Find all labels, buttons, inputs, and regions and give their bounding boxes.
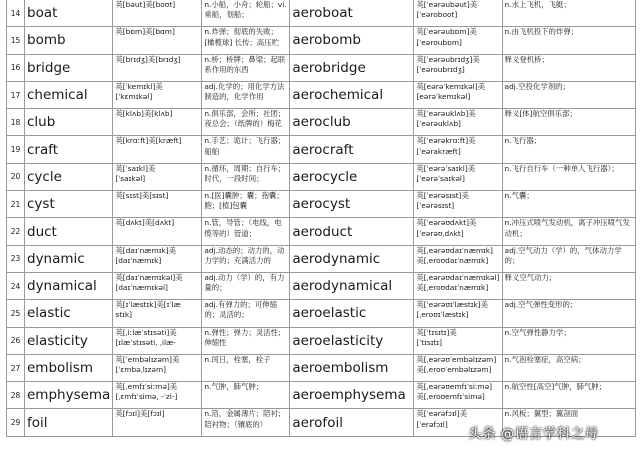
aero-definition: adj.空气动力（学）的，气体动力学的； (502, 245, 635, 272)
phonetic-line: [daɪˈnæmɪkəl] (115, 283, 168, 293)
aero-definition: n.风板；翼型；翼剖面 (502, 409, 635, 436)
aero-definition: 释义登机桥； (502, 54, 635, 81)
phonetic-line: [ˈeəroboot] (416, 10, 458, 20)
phonetic-line: [ˈkɛmɪkəl] (115, 92, 153, 102)
table-row (7, 109, 636, 136)
phonetic-line: [ˈeəroubɒm] (416, 37, 462, 47)
aero-phonetic (414, 245, 502, 272)
word: boat (25, 0, 113, 27)
aero-phonetic (414, 272, 502, 299)
word: dynamic (25, 245, 113, 272)
aero-word: aeroduct (290, 218, 414, 245)
aero-phonetic (414, 218, 502, 245)
row-number: 23 (7, 245, 25, 272)
phonetic-line: 英[bɒm]美[bɑm] (115, 27, 175, 37)
table-row (7, 27, 636, 54)
aero-definition: n.气泡栓塞症，高空病； (502, 354, 635, 381)
word: craft (25, 136, 113, 163)
aero-word: aerobridge (290, 54, 414, 81)
phonetic-line: 英[ˈsaɪkl]美 (115, 163, 156, 173)
phonetic-line: [ˈeərəuklʌb] (416, 119, 461, 129)
phonetic-line: 英[eərəˈkemɪkəl]美 (416, 81, 485, 91)
aero-word: aerodynamical (290, 272, 414, 299)
phonetic-line: 英[ˌeərəʊemfɪˈsiːmə] (416, 382, 493, 392)
row-number: 27 (7, 354, 25, 381)
table-row (7, 0, 636, 27)
aero-definition: n.飞行自行车（一种单人飞行器）； (502, 163, 635, 190)
word-definition: n.炸弹；彻底的失败；[橄榄球] 长传；高压贮 (202, 27, 290, 54)
aero-phonetic (414, 109, 502, 136)
row-number: 20 (7, 163, 25, 190)
phonetic-line: 英[ˈembəlɪzəm]美 (115, 354, 180, 364)
row-number: 28 (7, 382, 25, 409)
word-phonetic (113, 54, 202, 81)
word-phonetic (113, 27, 202, 54)
word-phonetic (113, 354, 202, 381)
aero-phonetic (414, 382, 502, 409)
phonetic-line: 英[ˌeərəʊdaɪˈnæmɪk] (416, 245, 493, 255)
phonetic-line: 英[ɪˈlæstɪk]美[ɪˈlæ (115, 300, 181, 310)
row-number: 25 (7, 300, 25, 327)
phonetic-line: [ˈeərəʊˌdʌkt] (416, 228, 464, 238)
word-definition: n.[医]囊肿；囊；孢囊；胞；[植]包囊 (202, 191, 290, 218)
word: bridge (25, 54, 113, 81)
table-row (7, 81, 636, 108)
row-number: 17 (7, 81, 25, 108)
phonetic-line: 英[klʌb]美[klʌb] (115, 109, 173, 119)
phonetic-line: [ˈeəroubrɪdʒ] (416, 64, 465, 74)
row-number: 15 (7, 27, 25, 54)
aero-phonetic (414, 327, 502, 354)
phonetic-line: 美[ˌeroʊdaɪˈnæmɪk] (416, 283, 489, 293)
aero-definition: n.气囊； (502, 191, 635, 218)
word: cyst (25, 191, 113, 218)
table-row (7, 354, 636, 381)
word: foil (25, 409, 113, 436)
word-definition: adj.化学的；用化学方法制造的，化学作用 (202, 81, 290, 108)
aero-definition: n.水上飞机，飞艇； (502, 0, 635, 27)
aero-definition: n.航空性[高空]气肿，肺气肿； (502, 382, 635, 409)
phonetic-line: [ˈeərəˈsaɪkəl] (416, 173, 465, 183)
phonetic-line: 英[ˈeərəubəut]美 (416, 0, 478, 9)
table-row (7, 136, 636, 163)
word-phonetic (113, 327, 202, 354)
phonetic-line: 英[ˈeərəubrɪdʒ]美 (416, 54, 480, 64)
phonetic-line: 英[ˈeərəfɔɪl]美 (416, 409, 468, 419)
phonetic-line: [ˈtɪsɪtɪ] (416, 337, 443, 347)
word-phonetic (113, 382, 202, 409)
word-definition: n.弹性；弹力；灵活性；伸缩性 (202, 327, 290, 354)
row-number: 26 (7, 327, 25, 354)
aero-definition: n.飞行器； (502, 136, 635, 163)
phonetic-line: 英[ˌeərəʊdaɪˈnæmɪkəl] (416, 272, 500, 282)
aero-word: aerochemical (290, 81, 414, 108)
table-row (7, 163, 636, 190)
aero-word: aeroelastic (290, 300, 414, 327)
table-row (7, 300, 636, 327)
word-definition: adj.动力（学）的，有力量的； (202, 272, 290, 299)
phonetic-line: 英[ˌeərəʊˈembəlɪzəm] (416, 354, 497, 364)
phonetic-line: 美[ˌeroʊdaɪˈnæmɪk] (416, 255, 489, 265)
word: club (25, 109, 113, 136)
aero-phonetic (414, 54, 502, 81)
vocabulary-table-body (7, 0, 636, 436)
table-row (7, 54, 636, 81)
aero-word: aerocycle (290, 163, 414, 190)
phonetic-line: 英[ˈeərəuklʌb]美 (416, 109, 476, 119)
phonetic-line: 英[daɪˈnæmɪk]美 (115, 245, 177, 255)
word-definition: n.桥；桥牌；鼻梁；起联系作用的东西 (202, 54, 290, 81)
word-phonetic (113, 136, 202, 163)
word-definition: adj.有弹力的；可伸缩的；灵活的； (202, 300, 290, 327)
phonetic-line: stɪk] (115, 310, 133, 320)
word-definition: n.气肿，肺气肿； (202, 382, 290, 409)
row-number: 21 (7, 191, 25, 218)
phonetic-line: 英[fɔɪl]美[fɔɪl] (115, 409, 165, 419)
word-phonetic (113, 163, 202, 190)
phonetic-line: [ˈeərəsɪst] (416, 201, 455, 211)
phonetic-line: [ˌeroʊɪˈlæstɪk] (416, 310, 469, 320)
word-phonetic (113, 300, 202, 327)
phonetic-line: 英[ˈeərəʊdʌkt]美 (416, 218, 477, 228)
word: bomb (25, 27, 113, 54)
phonetic-line: [eərəˈkemɪkəl] (416, 92, 471, 102)
aero-phonetic (414, 354, 502, 381)
aero-definition: n.冲压式喷气发动机，离子冲压喷气发动机； (502, 218, 635, 245)
phonetic-line: [daɪˈnæmɪk] (115, 255, 162, 265)
aero-definition: adj.空气弹性变形的； (502, 300, 635, 327)
aero-definition: n.由飞机投下的炸弹； (502, 27, 635, 54)
table-row (7, 272, 636, 299)
word-definition: n.手艺；诡计；飞行器；船舶 (202, 136, 290, 163)
vocabulary-table (6, 0, 636, 437)
phonetic-line: [ˈɛmbəˌlɪzəm] (115, 365, 167, 375)
row-number: 29 (7, 409, 25, 436)
word-phonetic (113, 81, 202, 108)
phonetic-line: 美[ˌeroʊemfɪˈsimə] (416, 392, 485, 402)
phonetic-line: 英[sɪst]美[sɪst] (115, 191, 169, 201)
watermark: 头条 @语言学科之母 (468, 426, 599, 442)
aero-phonetic (414, 300, 502, 327)
aero-definition: 释义空气动力； (502, 272, 635, 299)
table-row (7, 245, 636, 272)
word-phonetic (113, 109, 202, 136)
word-definition: adj.动态的；动力的，动力学的；充满活力的 (202, 245, 290, 272)
aero-phonetic (414, 136, 502, 163)
phonetic-line: 英[daɪˈnæmɪkəl]美 (115, 272, 183, 282)
aero-definition: 释义[体]航空俱乐部； (502, 109, 635, 136)
word: cycle (25, 163, 113, 190)
word: chemical (25, 81, 113, 108)
phonetic-line: [ˈerəfɔɪl] (416, 419, 448, 429)
word-definition: n.小船，小舟；轮船；vi.乘船，划船； (202, 0, 290, 27)
word: elastic (25, 300, 113, 327)
word-phonetic (113, 409, 202, 436)
phonetic-line: 英[ˌiːlæˈstɪsəti]美 (115, 327, 177, 337)
row-number: 24 (7, 272, 25, 299)
aero-definition: adj.空投化学剂的； (502, 81, 635, 108)
aero-definition: n.空气弹性静力学； (502, 327, 635, 354)
phonetic-line: 英[dʌkt]美[dʌkt] (115, 218, 175, 228)
phonetic-line: 英[brɪdʒ]美[brɪdʒ] (115, 54, 181, 64)
word: elasticity (25, 327, 113, 354)
phonetic-line: 英[krɑːft]美[kræft] (115, 136, 182, 146)
aero-phonetic (414, 81, 502, 108)
aero-word: aeroembolism (290, 354, 414, 381)
word-definition: n.管，导管；（电线，电缆等的）管道； (202, 218, 290, 245)
row-number: 14 (7, 0, 25, 27)
aero-word: aerofoil (290, 409, 414, 436)
word-definition: n.循环，周期；自行车；时代，一段时间； (202, 163, 290, 190)
row-number: 22 (7, 218, 25, 245)
row-number: 19 (7, 136, 25, 163)
word-phonetic (113, 0, 202, 27)
phonetic-line: 英[ˈeərəubɒm]美 (416, 27, 477, 37)
aero-word: aerobomb (290, 27, 414, 54)
aero-phonetic (414, 163, 502, 190)
phonetic-line: 英[bəut]美[boʊt] (115, 0, 176, 9)
word-phonetic (113, 218, 202, 245)
table-row (7, 218, 636, 245)
aero-phonetic (414, 27, 502, 54)
phonetic-line: [ɪlæˈstɪsəti, ˌilæ- (115, 337, 176, 347)
aero-phonetic (414, 191, 502, 218)
phonetic-line: [ˈsaɪkəl] (115, 173, 146, 183)
word: dynamical (25, 272, 113, 299)
row-number: 16 (7, 54, 25, 81)
word: embolism (25, 354, 113, 381)
phonetic-line: 英[ˈkemɪkl]美 (115, 81, 163, 91)
phonetic-line: [ˈeərakræft] (416, 146, 461, 156)
phonetic-line: 英[ˈtɪsɪtɪ]美 (416, 327, 457, 337)
aero-word: aeroemphysema (290, 382, 414, 409)
table-row (7, 191, 636, 218)
word-definition: n.闰日，栓塞，栓子 (202, 354, 290, 381)
row-number: 18 (7, 109, 25, 136)
phonetic-line: 英[ˈeərəsɪst]美 (416, 191, 469, 201)
aero-word: aerocyst (290, 191, 414, 218)
table-row (7, 382, 636, 409)
aero-word: aeroelasticity (290, 327, 414, 354)
aero-phonetic (414, 0, 502, 27)
table-row (7, 327, 636, 354)
word-definition: n.箔，金属薄片；陪衬；陪衬物；（镶底的） (202, 409, 290, 436)
word-phonetic (113, 272, 202, 299)
phonetic-line: 英[ˈeərəkrɑːft]美 (416, 136, 476, 146)
aero-word: aeroclub (290, 109, 414, 136)
aero-word: aeroboat (290, 0, 414, 27)
phonetic-line: 英[ˈeərəˈsaɪkl]美 (416, 163, 476, 173)
phonetic-line: [ˌɛmfɪˈsimə, -ˈzi-] (115, 392, 178, 402)
aero-word: aerocraft (290, 136, 414, 163)
phonetic-line: 英[ˌemfɪˈsiːmə]美 (115, 382, 178, 392)
phonetic-line: 英[ˈeərəʊɪˈlæstɪk]美 (416, 300, 489, 310)
word: duct (25, 218, 113, 245)
word-phonetic (113, 191, 202, 218)
aero-word: aerodynamic (290, 245, 414, 272)
word: emphysema (25, 382, 113, 409)
word-definition: n.俱乐部，会所；社团；夜总会；（纸牌的）梅花 (202, 109, 290, 136)
word-phonetic (113, 245, 202, 272)
phonetic-line: 美[ˌeroʊˈembəlɪzəm] (416, 365, 492, 375)
